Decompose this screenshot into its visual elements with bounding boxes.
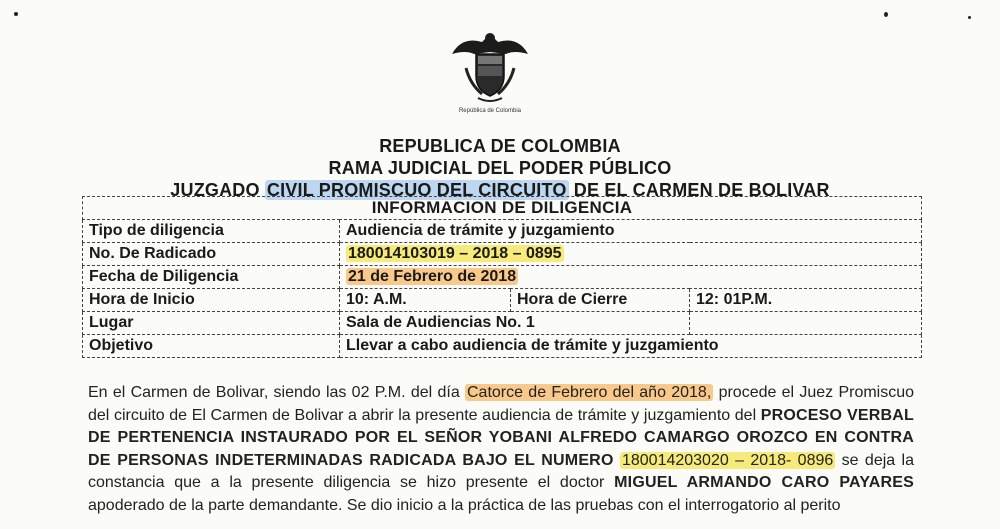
scan-speck — [968, 16, 971, 19]
row-label-objetivo: Objetivo — [83, 335, 340, 358]
scan-speck — [14, 12, 18, 16]
seal-caption: República de Colombia — [458, 108, 522, 114]
row-label-lugar: Lugar — [83, 312, 340, 335]
coat-of-arms-seal — [448, 24, 532, 118]
header-branch: RAMA JUDICIAL DEL PODER PÚBLICO — [328, 158, 672, 178]
row-value-objetivo: Llevar a cabo audiencia de trámite y juzgamiento — [340, 335, 922, 358]
court-suffix: DE EL CARMEN DE BOLIVAR — [573, 180, 830, 200]
row-value-radicado — [340, 243, 922, 266]
empty-cell — [690, 312, 922, 335]
condor-shield-icon — [448, 24, 532, 108]
body-text-3: se deja la constancia que a la presente diligencia se hizo presente el doctor — [88, 451, 914, 492]
scan-speck — [884, 12, 888, 17]
court-type-highlight: CIVIL PROMISCUO DEL CIRCUITO — [266, 180, 567, 200]
table-row — [83, 312, 922, 335]
process-description: PROCESO VERBAL DE PERTENENCIA INSTAURADO POR EL SEÑOR YOBANI ALFREDO CAMARGO OROZCO EN CONTRA DE PERSONAS INDETERMINADAS RADICADA BAJO EL NUMERO — [88, 406, 915, 469]
body-text-2: procede el Juez Promiscuo del circuito de El Carmen de Bolivar a abrir la presente audiencia de trámite y juzgamiento del — [88, 384, 915, 424]
row-value-tipo: Audiencia de trámite y juzgamiento — [340, 220, 922, 243]
row-value-fecha — [340, 266, 922, 289]
row-value-hora: 10: A.M. — [340, 289, 511, 312]
row-value-lugar: Sala de Audiencias No. 1 — [340, 312, 690, 335]
radicado-highlight: 180014103019 – 2018 – 0895 — [348, 245, 562, 262]
table-row — [83, 289, 922, 312]
table-row — [83, 243, 922, 266]
row-label-tipo: Tipo de diligencia — [83, 220, 340, 243]
table-row — [83, 335, 922, 358]
row-value-cierre: 12: 01P.M. — [690, 289, 922, 312]
body-intro: En el Carmen de Bolivar, siendo las 02 P.M. del día — [88, 384, 460, 401]
court-prefix: JUZGADO — [170, 180, 260, 200]
header-country: REPUBLICA DE COLOMBIA — [379, 136, 621, 156]
row-label-hora: Hora de Inicio — [83, 289, 340, 312]
diligence-info-table — [82, 196, 922, 358]
row-label-cierre: Hora de Cierre — [511, 289, 690, 312]
attorney-name: MIGUEL ARMANDO CARO PAYARES — [614, 474, 914, 492]
body-paragraph — [88, 382, 914, 518]
table-row — [83, 266, 922, 289]
row-label-fecha: Fecha de Diligencia — [83, 266, 340, 289]
row-label-radicado: No. De Radicado — [83, 243, 340, 266]
fecha-highlight: 21 de Febrero de 2018 — [348, 268, 517, 285]
table-row — [83, 220, 922, 243]
hearing-date-highlight: Catorce de Febrero del año 2018, — [467, 384, 712, 401]
process-radicado-highlight: 180014203020 – 2018- 0896 — [621, 451, 834, 469]
table-title: INFORMACION DE DILIGENCIA — [83, 197, 922, 220]
body-text-4: apoderado de la parte demandante. Se dio inicio a la práctica de las pruebas con el interrogatorio al perito — [88, 496, 841, 514]
